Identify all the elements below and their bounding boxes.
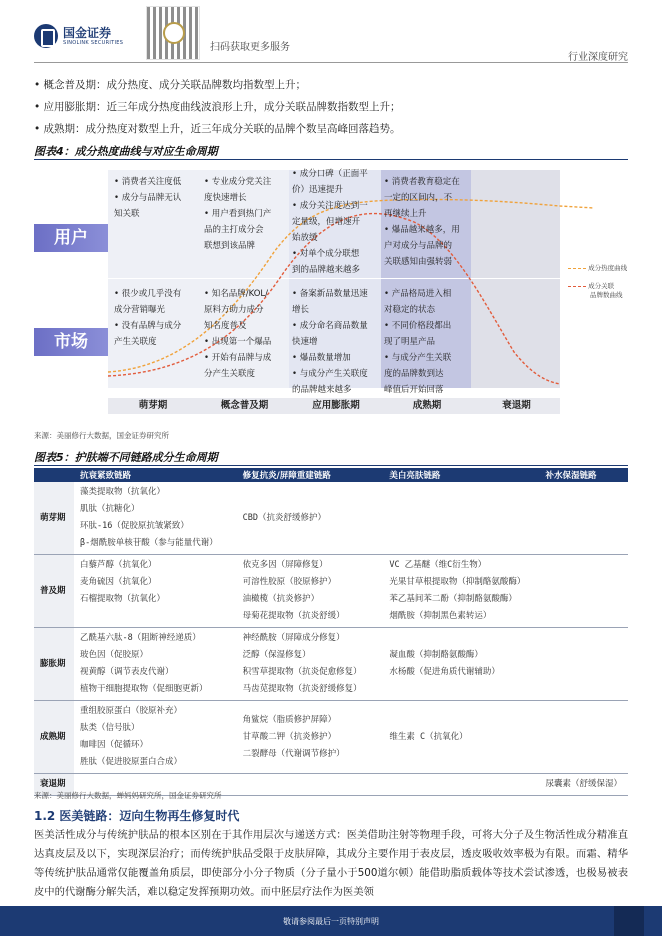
qr-label: 扫码获取更多服务 [210,42,290,53]
market-cell-1: • 很少或几乎没有 成分营销曝光 • 没有品牌与成分 产生关联度 [114,289,182,347]
legend-swatch [568,286,586,287]
body-paragraph: 医美活性成分与传统护肤品的根本区别在于其作用层次与递送方式：医美借助注射等物理手段，可将大分子及生物活性成分精准直达真皮层及以下，实现深层治疗；而传统护肤品受限于皮肤屏障，其成分主要作用于表皮层，透皮吸收效率极为有限。而霜、精华等传统护肤品通常仅能覆盖角质层，即使部分小分子物质（分子量小于500道尔顿）能借助脂质载体等技术尝试渗透，也极易被表皮中的代谢酶分解失活，难以稳定发挥预期功效。而中胚层疗法作为医美领 [34,829,628,898]
table-cell [237,774,384,796]
section-title: 1.2 医美链路：迈向生物再生修复时代 [34,809,240,823]
fig4-source: 来源：美丽修行大数据，国金证券研究所 [34,431,169,440]
table-cell [539,628,628,701]
bullet-item: • 概念普及期：成分热度、成分关联品牌数均指数型上升； [34,79,307,91]
fig5-rule [34,465,628,466]
table-cell: 乙酰基六肽-8（阻断神经递质） 玻色因（促胶原） 视黄醇（调节表皮代谢） 植物干细胞提取物（促细胞更新） [74,628,237,701]
qr-center-logo [163,22,185,44]
table-cell [539,555,628,628]
table-cell: 凝血酸（抑制酪氨酸酶） 水杨酸（促进角质代谢辅助） [383,628,539,701]
ingredient-lifecycle-table [34,468,628,796]
stage-label: 应用膨胀期 [312,400,360,411]
stage-cell: 普及期 [34,555,74,628]
user-cell-4: • 消费者教育稳定在 一定的区间内，不 再继续上升 • 爆品越来越多，用 户对成分与品牌的 关联感知由强转弱 [384,177,460,267]
table-row [34,555,628,628]
header-divider [34,62,628,63]
lifecycle-figure [34,162,628,422]
report-type: 行业深度研究 [568,52,628,63]
table-row [34,628,628,701]
table-header: 美白亮肤链路 [383,468,539,482]
table-header: 补水保湿链路 [539,468,628,482]
stage-label: 概念普及期 [220,400,269,411]
table-cell: VC 乙基醚（维C衍生物） 光果甘草根提取物（抑制酪氨酸酶） 苯乙基间苯二酚（抑制酪氨酸酶） 烟酰胺（抑制黑色素转运） [383,555,539,628]
market-cell-3: • 备案新品数量迅速 增长 • 成分命名商品数量 快速增 • 爆品数量增加 • 与成分产生关联度 的品牌越来越多 [292,289,368,395]
market-cell-2: • 知名品牌/KOL/ 原料方助力成分 知名度普及 • 出现第一个爆品 • 开始有品牌与成 分产生关联度 [204,289,272,379]
user-cell-3: • 成分口碑（正面平 价）迅速提升 • 成分关注度达到一 定量级，但增速开 始放缓 • 对单个成分联想 到的品牌越来越多 [292,169,368,275]
table-header: 抗衰紧致链路 [74,468,237,482]
table-header: 修复抗炎/屏障重建链路 [237,468,384,482]
table-cell [383,774,539,796]
bullet-item: • 应用膨胀期：近三年成分热度曲线波浪形上升，成分关联品牌数指数型上升； [34,101,401,113]
table-cell: 白藜芦醇（抗氧化） 麦角硫因（抗氧化） 石榴提取物（抗氧化） [74,555,237,628]
fig4-title: 图表4：成分热度曲线与对应生命周期 [34,145,218,158]
legend-brand: 成分关联 品牌数曲线 [568,282,623,300]
fig5-source: 来源：美丽修行大数据，蝉妈妈研究所，国金证券研究所 [34,791,222,800]
table-cell [383,482,539,555]
table-header [34,468,74,482]
table-cell: 依克多因（屏障修复） 可溶性胶原（胶原修护） 油橄榄（抗炎修护） 母菊花提取物（抗炎舒缓） [237,555,384,628]
stage-cell: 衰退期 [34,774,74,796]
table-cell [539,482,628,555]
legend-swatch [568,268,586,269]
row-label-user: 用户 [34,224,108,252]
table-cell [539,701,628,774]
stage-label: 衰退期 [502,400,531,411]
table-cell: CBD（抗炎舒缓修护） [237,482,384,555]
table-cell: 尿囊素（舒缓保湿） [539,774,628,796]
stage-label: 萌芽期 [138,400,168,411]
stage-cell: 膨胀期 [34,628,74,701]
table-cell: 神经酰胺（屏障成分修复） 泛醇（保湿修复） 积雪草提取物（抗炎促愈修复） 马齿苋提取物（抗炎舒缓修复） [237,628,384,701]
stage-cell: 萌芽期 [34,482,74,555]
logo-icon [34,24,58,48]
fig4-rule [34,159,628,160]
table-cell: 角鲨烷（脂质修护屏障） 甘草酸二钾（抗炎修护） 二裂酵母（代谢调节修护） [237,701,384,774]
row-label-market: 市场 [34,328,108,356]
user-cell-2: • 专业成分党关注 度快速增长 • 用户看到热门产 品的主打成分会 联想到该品牌 [204,177,272,251]
page-header [0,0,662,62]
table-cell: 重组胶原蛋白（胶原补充） 肽类（信号肽） 咖啡因（促循环） 胜肽（促进胶原蛋白合成） [74,701,237,774]
table-cell: 藻类提取物（抗氧化） 肌肽（抗糖化） 环肽-16（促胶原抗皱紧致） β-烟酰胺单核苷酸（参与能量代谢） [74,482,237,555]
bullet-list [34,74,634,140]
stage-cell: 成熟期 [34,701,74,774]
user-cell-1: • 消费者关注度低 • 成分与品牌无认 知关联 [114,177,182,219]
logo-en: SINOLINK SECURITIES [63,39,124,46]
table-row [34,701,628,774]
market-cell-4: • 产品格局进入相 对稳定的状态 • 不同价格段都出 现了明星产品 • 与成分产生关联 度的品牌数到达 峰值后开始回落 [384,289,452,395]
table-header-row [34,468,628,482]
fig5-title: 图表5：护肤端不同链路成分生命周期 [34,451,218,464]
bullet-item: • 成熟期：成分热度对数型上升，近三年成分关联的品牌个数呈高峰回落趋势。 [34,123,401,135]
logo-cn: 国金证券 [63,25,112,40]
table-row [34,482,628,555]
table-cell: 维生素 C（抗氧化） [383,701,539,774]
footer-disclaimer: 敬请参阅最后一页特别声明 [283,917,379,926]
stage-label: 成熟期 [412,400,442,411]
brand-logo [34,24,123,48]
legend-heat: 成分热度曲线 [568,264,627,273]
